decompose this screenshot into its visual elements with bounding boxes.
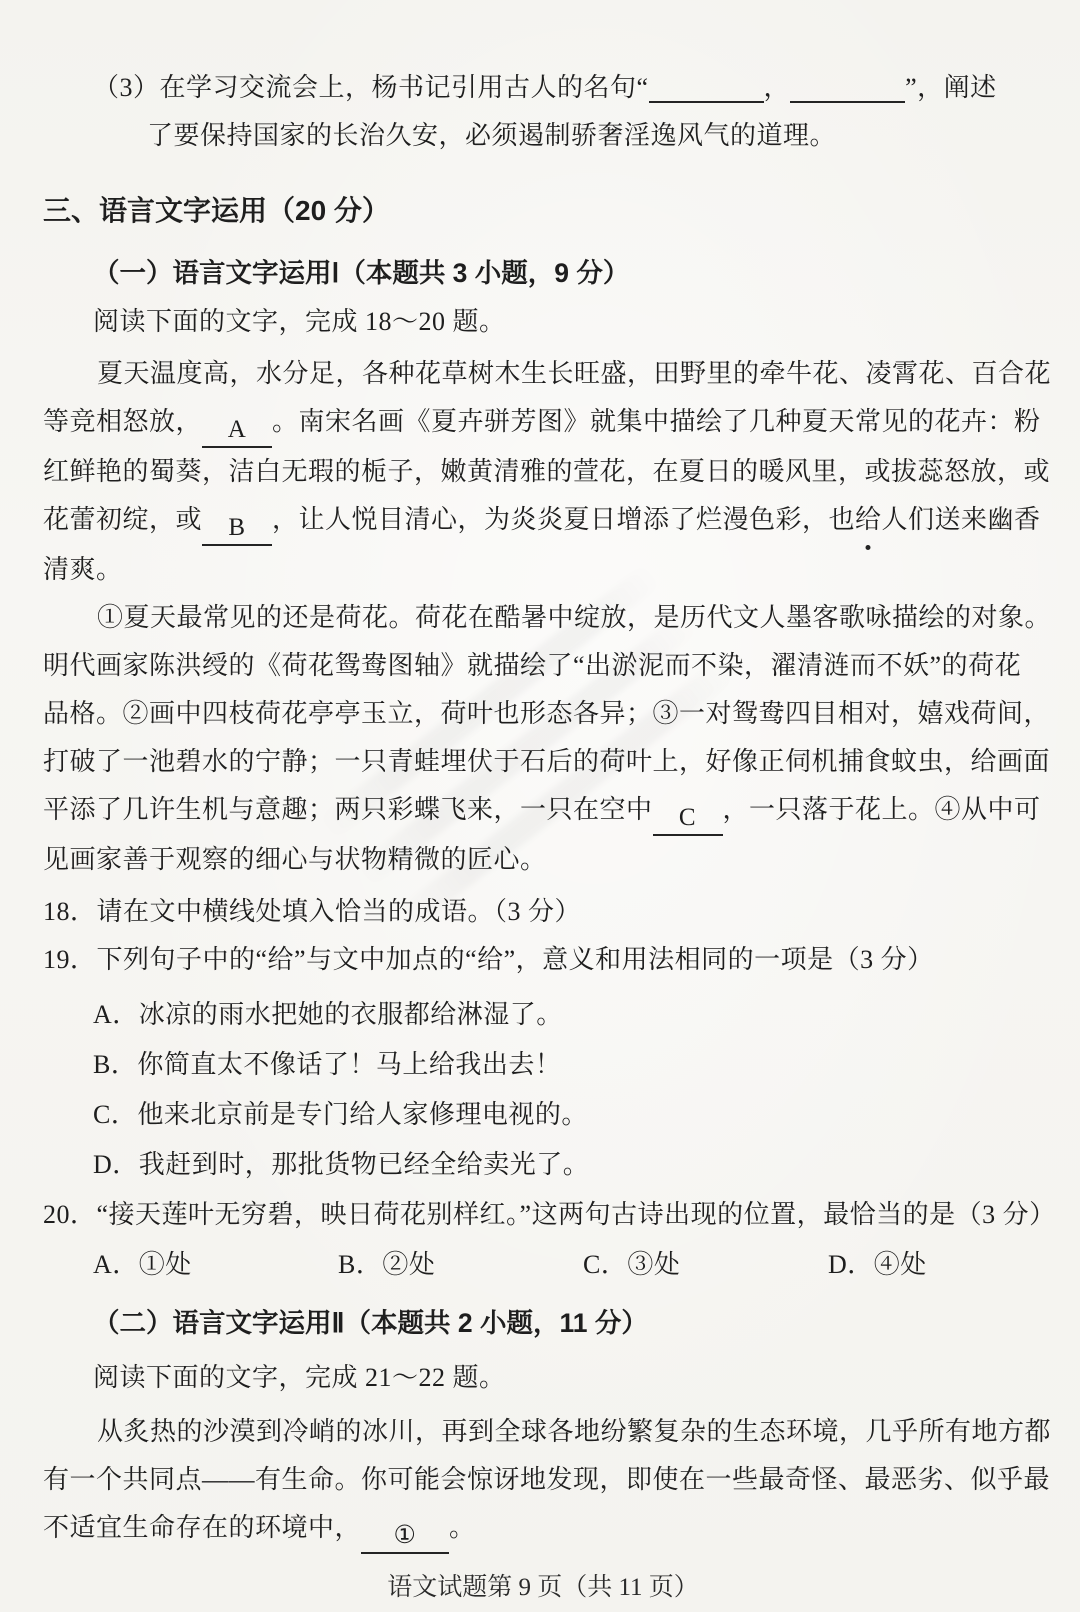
question-20-option-a: A．①处 — [93, 1250, 192, 1279]
question-19-option-a: A．冰凉的雨水把她的衣服都给淋湿了。 — [93, 1000, 563, 1029]
passage1-line-1: 夏天温度高，水分足，各种花草树木生长旺盛，田野里的牵牛花、凌霄花、百合花 — [97, 359, 1052, 388]
blank-circle-1: ① — [361, 1518, 449, 1554]
subsection-1-heading: （一）语言文字运用Ⅰ（本题共 3 小题，9 分） — [93, 258, 630, 288]
passage1-line4-seg2: ，让人悦目清心，为炎炎夏日增添了烂漫色彩，也 — [272, 505, 856, 534]
passage1-line-7: 明代画家陈洪绶的《荷花鸳鸯图轴》就描绘了“出淤泥而不染，濯清涟而不妖”的荷花 — [43, 651, 1022, 680]
q17-3-blank-2 — [790, 67, 905, 103]
passage1-line4-seg1: 花蕾初绽，或 — [43, 505, 203, 534]
question-20-option-c: C．③处 — [583, 1250, 681, 1279]
emphasized-gei-char: 给 — [855, 496, 882, 544]
question-19-stem: 19．下列句子中的“给”与文中加点的“给”，意义和用法相同的一项是（3 分） — [43, 945, 934, 974]
passage1-line2-seg1: 等竞相怒放， — [43, 407, 203, 436]
question-20-options-row — [43, 1240, 1043, 1290]
passage1-line-2 — [43, 398, 1043, 448]
subsection-1-intro: 阅读下面的文字，完成 18～20 题。 — [93, 307, 506, 336]
passage2-line3-seg1: 不适宜生命存在的环境中， — [43, 1513, 362, 1542]
q17-3-line1 — [43, 64, 1043, 112]
question-20-option-b: B．②处 — [338, 1250, 436, 1279]
passage2-line-1: 从炙热的沙漠到冷峭的冰川，再到全球各地纷繁复杂的生态环境，几乎所有地方都 — [97, 1417, 1052, 1446]
passage1-line-9: 打破了一池碧水的宁静；一只青蛙埋伏于石后的荷叶上，好像正伺机捕食蚊虫，给画面 — [43, 747, 1051, 776]
question-20-stem: 20．“接天莲叶无穷碧，映日荷花别样红。”这两句古诗出现的位置，最恰当的是（3 分） — [43, 1200, 1056, 1229]
passage1-line-10 — [43, 786, 1043, 836]
question-18: 18．请在文中横线处填入恰当的成语。（3 分） — [43, 897, 582, 926]
section-3-heading: 三、语言文字运用（20 分） — [43, 195, 390, 226]
question-19-option-d: D．我赶到时，那批货物已经全给卖光了。 — [93, 1150, 590, 1179]
question-19-option-b: B．你简直太不像话了！马上给我出去！ — [93, 1050, 562, 1079]
q17-3-line2: 了要保持国家的长治久安，必须遏制骄奢淫逸风气的道理。 — [147, 121, 837, 150]
passage1-line10-seg1: 平添了几许生机与意趣；两只彩蝶飞来，一只在空中 — [43, 795, 653, 824]
blank-B: B — [202, 510, 272, 546]
passage1-line2-seg2: 。南宋名画《夏卉骈芳图》就集中描绘了几种夏天常见的花卉：粉 — [272, 407, 1041, 436]
question-20-option-d: D．④处 — [828, 1250, 927, 1279]
passage1-line-4 — [43, 496, 1043, 546]
question-19-option-c: C．他来北京前是专门给人家修理电视的。 — [93, 1100, 588, 1129]
passage1-line-6: ①夏天最常见的还是荷花。荷花在酷暑中绽放，是历代文人墨客歌咏描绘的对象。 — [97, 603, 1052, 632]
q17-3-text-before: （3）在学习交流会上，杨书记引用古人的名句“ — [93, 73, 649, 102]
q17-3-blank-1 — [649, 67, 764, 103]
passage2-line-2: 有一个共同点——有生命。你可能会惊讶地发现，即使在一些最奇怪、最恶劣、似乎最 — [43, 1465, 1051, 1494]
passage1-line10-seg2: ，一只落于花上。④从中可 — [722, 795, 1041, 824]
q17-3-text-after: ”，阐述 — [905, 73, 997, 102]
page-footer: 语文试题第 9 页（共 11 页） — [387, 1574, 699, 1601]
q17-3-comma: ， — [763, 73, 791, 102]
passage1-line4-seg3: 人们送来幽香 — [881, 505, 1041, 534]
passage2-line3-seg2: 。 — [449, 1513, 476, 1542]
passage1-line-11: 见画家善于观察的细心与状物精微的匠心。 — [43, 845, 547, 874]
passage1-line-8: 品格。②画中四枝荷花亭亭玉立，荷叶也形态各异；③一对鸳鸯四目相对，嬉戏荷间， — [43, 699, 1051, 728]
passage1-line-3: 红鲜艳的蜀葵，洁白无瑕的栀子，嫩黄清雅的萱花，在夏日的暖风里，或拔蕊怒放，或 — [43, 457, 1051, 486]
passage2-line-3 — [43, 1504, 1043, 1554]
subsection-2-heading: （二）语言文字运用Ⅱ（本题共 2 小题，11 分） — [93, 1308, 648, 1338]
passage1-line-5: 清爽。 — [43, 555, 123, 584]
blank-C: C — [653, 800, 723, 836]
subsection-2-intro: 阅读下面的文字，完成 21～22 题。 — [93, 1363, 506, 1392]
blank-A: A — [202, 412, 272, 448]
